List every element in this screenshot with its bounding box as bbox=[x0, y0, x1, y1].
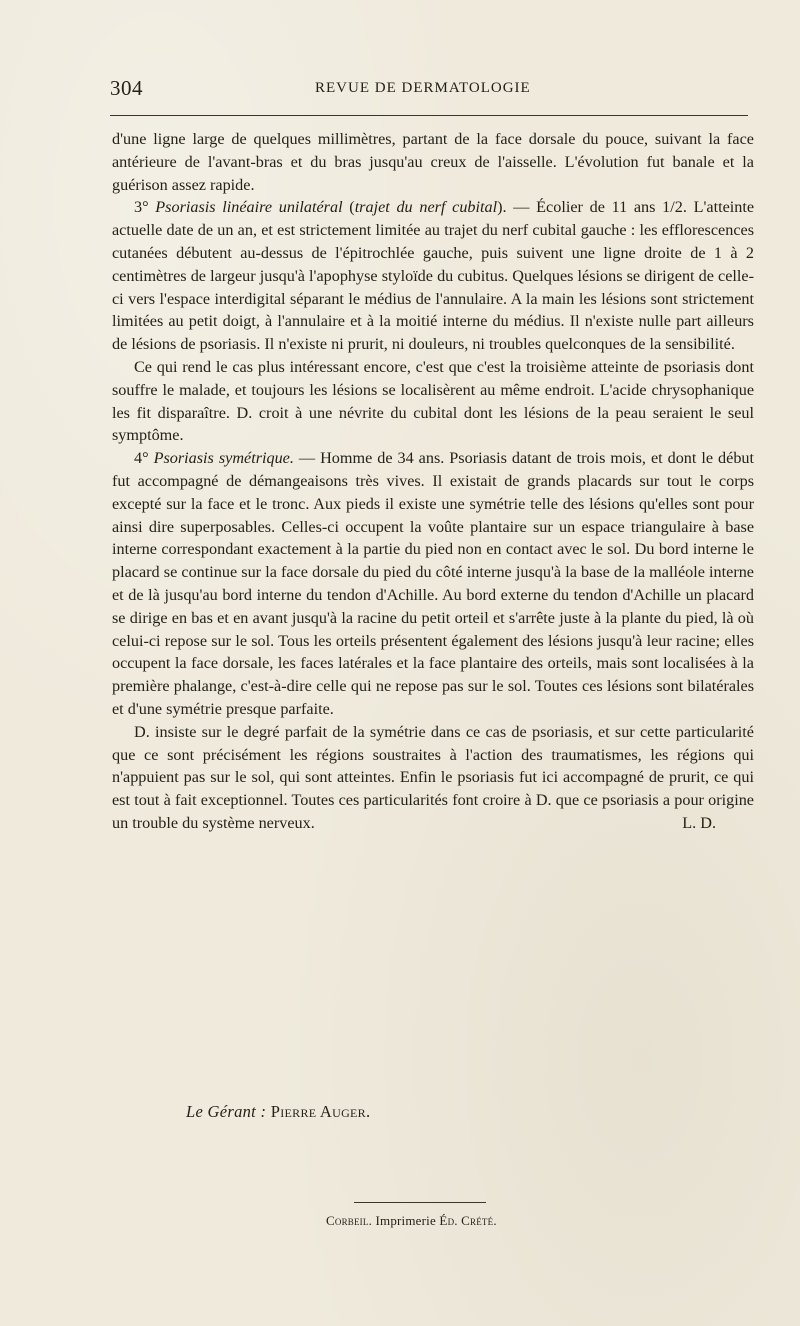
printer-city: Corbeil. bbox=[326, 1213, 373, 1228]
footer-rule bbox=[354, 1202, 486, 1203]
paragraph-1 bbox=[112, 128, 754, 196]
section-number-3: 3° bbox=[134, 198, 149, 217]
paragraph-5-text: D. insiste sur le degré parfait de la symétrie dans ce cas de psoriasis, et sur cette particularité que ce sont précisément les régions soustraites à l'action des traumatismes, les régions qui n'appuient pas sur le sol, qui sont atteintes. Enfin le psoriasis fut ici accompagné de prurit, ce qui est tout à fait exceptionnel. Toutes ces particularités font croire à D. que ce psoriasis a pour origine un trouble du système nerveux. bbox=[112, 722, 754, 832]
section-title-3: Psoriasis linéaire unilatéral bbox=[155, 198, 343, 217]
paragraph-1-text: d'une ligne large de quelques millimètres, partant de la face dorsale du pouce, suivant la face antérieure de l'avant-bras et du bras jusqu'au creux de l'aisselle. L'évolution fut banale et la guérison assez rapide. bbox=[112, 130, 754, 194]
paragraph-2: 3° Psoriasis linéaire unilatéral (trajet du nerf cubital). — Écolier de 11 ans 1/2. L'atteinte actuelle date de un an, et est strictement limitée au trajet du nerf cubital gauche : les efflorescences cutanées débutent au-dessus de l'épitrochlée gauche, puis suivent une ligne droite de 1 à 2 centimètres de largeur jusqu'à l'apophyse styloïde du cubitus. Quelques lésions se dirigent de celle-ci vers l'espace interdigital séparant le médius de l'annulaire. A la main les lésions sont strictement limitées au petit doigt, à l'annulaire et à la moitié interne du médius. Il n'existe nulle part ailleurs de lésions de psoriasis. Il n'existe ni prurit, ni douleurs, ni troubles quelconques de la sensibilité. bbox=[112, 198, 755, 354]
paragraph-4 bbox=[112, 447, 754, 721]
section-number-4: 4° bbox=[134, 449, 149, 468]
manager-line bbox=[186, 1102, 370, 1122]
printer-credit bbox=[326, 1213, 497, 1229]
author-initials: L. D. bbox=[682, 813, 716, 832]
page-number: 304 bbox=[110, 76, 143, 100]
running-title: REVUE DE DERMATOLOGIE bbox=[315, 80, 531, 96]
paragraph-2-body: — Écolier de 11 ans 1/2. L'atteinte actuelle date de un an, et est strictement limitée au trajet du nerf cubital gauche : les efflorescences cutanées débutent au-dessus de l'épitrochlée gauche, puis suivent une ligne droite de 1 à 2 centimètres de largeur jusqu'à l'apophyse styloïde du cubitus. Quelques lésions se dirigent de celle-ci vers l'espace interdigital séparant le médius de l'annulaire. A la main les lésions sont strictement limitées au petit doigt, à l'annulaire et à la moitié interne du médius. Il n'existe nulle part ailleurs de lésions de psoriasis. Il n'existe ni prurit, ni douleurs, ni troubles quelconques de la sensibilité. bbox=[112, 198, 755, 354]
manager-name: Pierre Auger. bbox=[270, 1102, 371, 1121]
printer-name: Éd. Crété. bbox=[439, 1213, 497, 1228]
header-rule bbox=[110, 115, 748, 116]
printer-text: Imprimerie bbox=[375, 1213, 436, 1228]
paragraph-3 bbox=[112, 356, 754, 447]
paragraph-4-body: — Homme de 34 ans. Psoriasis datant de trois mois, et dont le début fut accompagné de démangeaisons très vives. Il existait de grands placards sur tout le corps excepté sur la face et le tronc. Aux pieds il existe une symétrie telle des lésions qu'elles sont pour ainsi dire superposables. Celles-ci occupent la voûte plantaire sur un espace triangulaire à base interne correspondant exactement à la partie du pied non en contact avec le sol. Du bord interne le placard se continue sur la face dorsale du pied du côté interne jusqu'à la base de la malléole interne et de là jusqu'au bord interne du tendon d'Achille. Au bord externe du tendon d'Achille un placard se dirige en bas et en avant jusqu'à la racine du petit orteil et s'arrête juste à la plante du pied, là où celui-ci repose sur le sol. Tous les orteils présentent également des lésions jusqu'à leur racine; elles occupent la face dorsale, les faces latérales et la face plantaire des orteils, mais sont localisées à la première phalange, c'est-à-dire celle qui ne repose pas sur le sol. Toutes ces lésions sont bilatérales et d'une symétrie presque parfaite. bbox=[112, 449, 755, 718]
section-subtitle-3: trajet du nerf cubital bbox=[354, 198, 498, 217]
paragraph-3-text: Ce qui rend le cas plus intéressant encore, c'est que c'est la troisième atteinte de psoriasis dont souffre le malade, et toujours les lésions se localisèrent au même endroit. L'acide chrysophanique les fit disparaître. D. croit à une névrite du cubital dont les lésions de la peau seraient le seul symptôme. bbox=[112, 357, 754, 445]
article-body bbox=[112, 128, 754, 835]
page-header bbox=[110, 76, 745, 106]
manager-label: Le Gérant : bbox=[186, 1102, 267, 1121]
paragraph-5 bbox=[112, 721, 754, 835]
section-title-4: Psoriasis symétrique. bbox=[153, 449, 294, 468]
